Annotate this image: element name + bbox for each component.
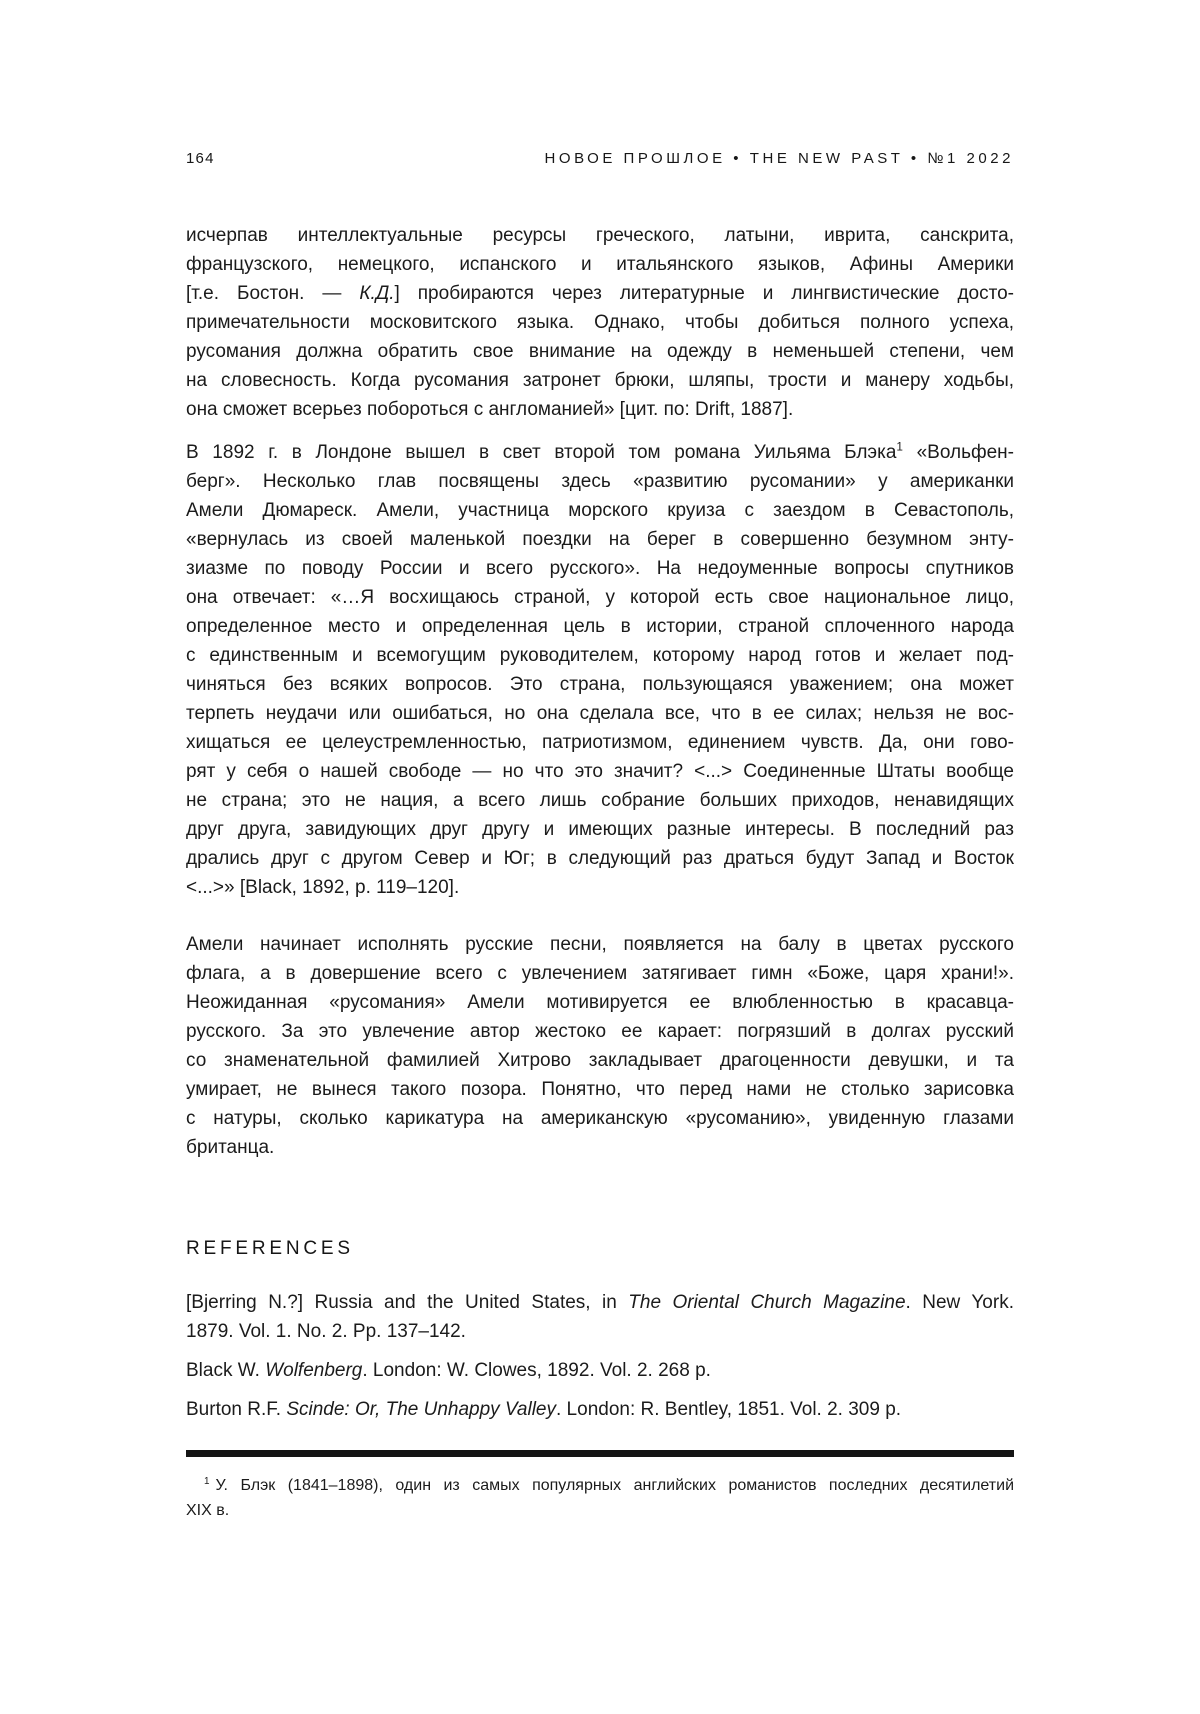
journal-page: [186, 0, 1014, 1523]
reference-1-title-italic: The Oriental Church Magazine: [628, 1292, 906, 1313]
paragraph-2-text-cont: «Вольфен- берг». Несколько глав посвящены здесь «развитию русомании» у американки Амели Дюмареск. Амели, участница морского круиза с заездом в Севастополь, «вернулась из своей маленькой поездки на берег в совершенно безумном энту- зиазме по поводу России и всего русского». На недоуменные вопросы спутников она отвечает: «…Я восхищаюсь страной, у которой есть свое национальное лицо, определенное место и определенная цель в истории, страной сплоченного народа с единственным и всемогущим руководителем, которому народ готов и желает под- чиняться без всяких вопросов. Это страна, пользующаяся уважением; она может терпеть неудачи или ошибаться, но она сделала все, что в ее силах; нельзя не вос- хищаться ее целеустремленностью, патриотизмом, единением чувств. Да, они гово- рят у себя о нашей свободе — но что это значит? <...> Соединенные Штаты вообще не страна; это не нация, а всего лишь собрание больших приходов, ненавидящих друг друга, завидующих друг другу и имеющих разные интересы. В последний раз дрались друг с другом Север и Юг; в следующий раз драться будут Запад и Восток: [186, 442, 1014, 869]
page-number: 164: [186, 150, 215, 167]
article-body: [186, 221, 1014, 1523]
reference-2-body: [186, 1356, 1014, 1385]
paragraph-2-text: В 1892 г. в Лондоне вышел в свет второй том романа Уильяма Блэка: [186, 442, 897, 463]
reference-1-text: [Bjerring N.?] Russia and the United States, in: [186, 1292, 629, 1313]
reference-3-text-cont: . London: R. Bentley, 1851. Vol. 2. 309 p.: [556, 1399, 902, 1420]
running-head: НОВОЕ ПРОШЛОЕ • THE NEW PAST • №1 2022: [544, 150, 1014, 167]
paragraph-3-last-line: британца.: [186, 1137, 275, 1158]
reference-2-text-cont: . London: W. Clowes, 1892. Vol. 2. 268 p.: [362, 1360, 711, 1381]
reference-2-title-italic: Wolfenberg: [265, 1360, 363, 1381]
reference-1-body: [186, 1288, 1014, 1317]
paragraph-1-text-cont: ] пробираются через литературные и лингвистические досто- примечательности московитского языка. Однако, чтобы добиться полного успеха, русомания должна обратить свое внимание на одежду в неменьшей степени, чем на словесность. Когда русомания затронет брюки, шляпы, трости и манеру ходьбы,: [186, 283, 1015, 391]
paragraph-2-body: [186, 438, 1014, 873]
footnote-divider-rule: [186, 1450, 1014, 1457]
paragraph-1-text: исчерпав интеллектуальные ресурсы греческого, латыни, иврита, санскрита, французского, немецкого, испанского и итальянского языков, Афины Америки [т.е. Бостон. —: [186, 225, 1014, 304]
paragraph-2: [186, 438, 1014, 902]
reference-1-last-line: 1879. Vol. 1. No. 2. Pp. 137–142.: [186, 1321, 466, 1342]
page-header: [186, 150, 1014, 167]
paragraph-1-body: [186, 221, 1014, 395]
reference-item: [186, 1356, 1014, 1385]
reference-2-text: Black W.: [186, 1360, 266, 1381]
paragraph-1-last-line: она сможет всерьез побороться с англоманией» [цит. по: Drift, 1887].: [186, 399, 794, 420]
footnote-marker: 1: [204, 1475, 210, 1487]
footnote-body: [186, 1473, 1014, 1498]
footnote-text: У. Блэк (1841–1898), один из самых популярных английских романистов последних десятилетий: [215, 1477, 1014, 1494]
footnote-reference-marker: 1: [896, 440, 903, 454]
reference-item: [186, 1288, 1014, 1346]
references-list: [186, 1288, 1014, 1424]
references-heading: REFERENCES: [186, 1238, 354, 1259]
reference-3-title-italic: Scinde: Or, The Unhappy Valley: [286, 1399, 556, 1420]
paragraph-3-body: Амели начинает исполнять русские песни, появляется на балу в цветах русского флага, а в довершение всего с увлечением затягивает гимн «Боже, царя храни!». Неожиданная «русомания» Амели мотивируется ее влюбленностью в красавца- русского. За это увлечение автор жестоко ее карает: погрязший в долгах русский со знаменательной фамилией Хитрово закладывает драгоценности девушки, и та умирает, не вынеся такого позора. Понятно, что перед нами не столько зарисовка с натуры, сколько карикатура на американскую «русоманию», увиденную глазами: [186, 934, 1014, 1129]
footnote-last-line: XIX в.: [186, 1502, 230, 1519]
paragraph-1: [186, 221, 1014, 424]
reference-item: [186, 1395, 1014, 1424]
paragraph-3: [186, 930, 1014, 1162]
paragraph-2-last-line: <...>» [Black, 1892, p. 119–120].: [186, 877, 460, 898]
reference-3-body: [186, 1395, 1014, 1424]
editor-initials-italic: К.Д.: [359, 283, 395, 304]
reference-1-text-cont: . New York.: [905, 1292, 1014, 1313]
reference-3-text: Burton R.F.: [186, 1399, 287, 1420]
footnote: [186, 1473, 1014, 1523]
